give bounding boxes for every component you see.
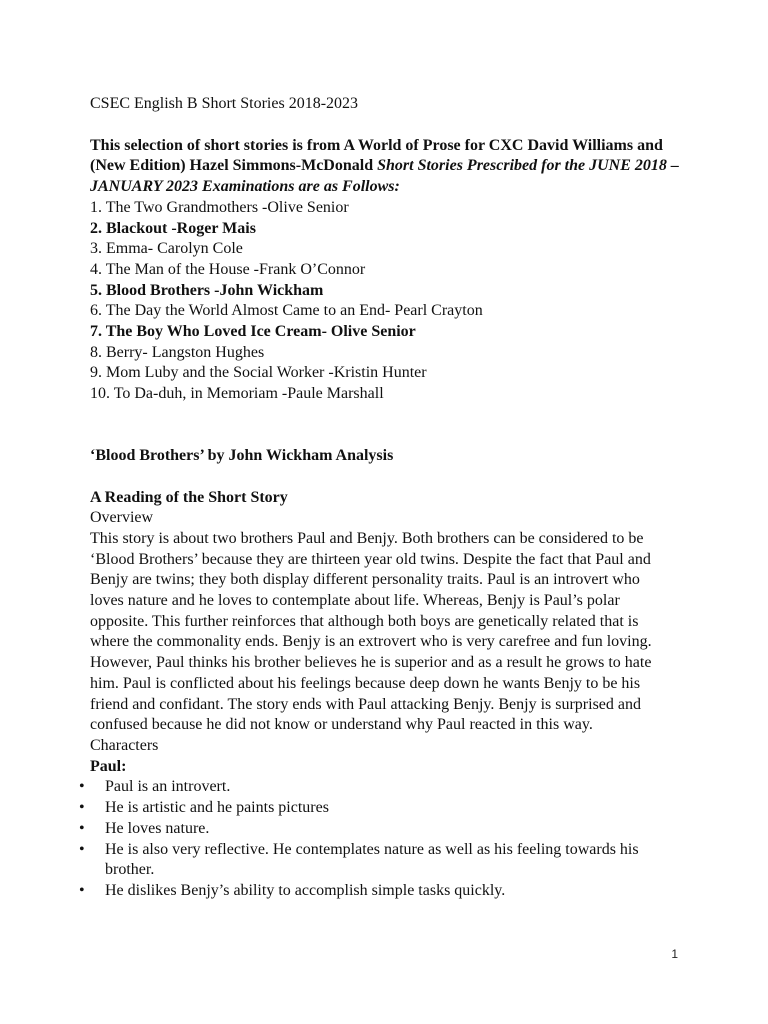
list-item xyxy=(79,777,668,798)
reading-heading: A Reading of the Short Story xyxy=(90,488,288,506)
story-item: 2. Blackout -Roger Mais xyxy=(90,219,256,237)
story-item: 3. Emma- Carolyn Cole xyxy=(90,240,243,258)
story-item: 7. The Boy Who Loved Ice Cream- Olive Senior xyxy=(90,323,416,341)
intro-bold-italic-text: Short Stories Prescribed for the JUNE 2018 – JANUARY 2023 Examinations are as Follows: xyxy=(90,157,679,196)
bullet-icon: • xyxy=(79,819,85,837)
paul-trait-text: He loves nature. xyxy=(105,819,210,837)
paul-traits-list xyxy=(79,777,690,901)
paul-trait-text: He dislikes Benjy’s ability to accomplish simple tasks quickly. xyxy=(105,881,506,899)
paul-trait-text: Paul is an introvert. xyxy=(105,778,231,796)
story-item: 6. The Day the World Almost Came to an End- Pearl Crayton xyxy=(90,302,483,320)
overview-label: Overview xyxy=(90,509,154,527)
intro-paragraph xyxy=(90,136,690,198)
characters-label: Characters xyxy=(90,736,159,754)
list-item xyxy=(79,819,668,840)
overview-paragraph: This story is about two brothers Paul and Benjy. Both brothers can be considered to be ‘Blood Brothers’ because they are thirteen year old twins. Despite the fact that Paul and Benjy are twins; they both display different personality traits. Paul is an introvert who loves nature and he loves to contemplate about life. Whereas, Benjy is Paul’s polar opposite. This further reinforces that although both boys are genetically related that is where the commonality ends. Benjy is an extrovert who is very carefree and fun loving. However, Paul thinks his brother believes he is superior and as a result he grows to hate him. Paul is conflicted about his feelings because deep down he wants Benjy to be his friend and confidant. The story ends with Paul attacking Benjy. Benjy is surprised and confused because he did not know or understand why Paul reacted in this way. xyxy=(90,529,652,734)
analysis-heading: ‘Blood Brothers’ by John Wickham Analysis xyxy=(90,446,394,464)
paul-trait-text: He is artistic and he paints pictures xyxy=(105,799,329,817)
bullet-icon: • xyxy=(79,778,85,796)
paul-label: Paul: xyxy=(90,757,127,775)
story-item: 9. Mom Luby and the Social Worker -Kristin Hunter xyxy=(90,364,427,382)
list-item xyxy=(79,840,668,881)
story-item: 4. The Man of the House -Frank O’Connor xyxy=(90,260,366,278)
story-list xyxy=(90,198,690,405)
page-number: 1 xyxy=(671,947,678,961)
list-item xyxy=(79,798,668,819)
story-item: 5. Blood Brothers -John Wickham xyxy=(90,281,324,299)
intro-bold-text: This selection of short stories is from A World of Prose for CXC David Williams and (New Edition) Hazel Simmons-McDonald xyxy=(90,136,663,175)
bullet-icon: • xyxy=(79,881,85,899)
story-item: 10. To Da-duh, in Memoriam -Paule Marshall xyxy=(90,385,384,403)
story-item: 1. The Two Grandmothers -Olive Senior xyxy=(90,198,349,216)
document-title: CSEC English B Short Stories 2018-2023 xyxy=(90,95,359,112)
bullet-icon: • xyxy=(79,799,85,817)
list-item xyxy=(79,881,668,902)
paul-trait-text: He is also very reflective. He contemplates nature as well as his feeling towards his brother. xyxy=(105,840,639,879)
bullet-icon: • xyxy=(79,840,85,858)
document-content xyxy=(79,94,690,902)
story-item: 8. Berry- Langston Hughes xyxy=(90,343,265,361)
